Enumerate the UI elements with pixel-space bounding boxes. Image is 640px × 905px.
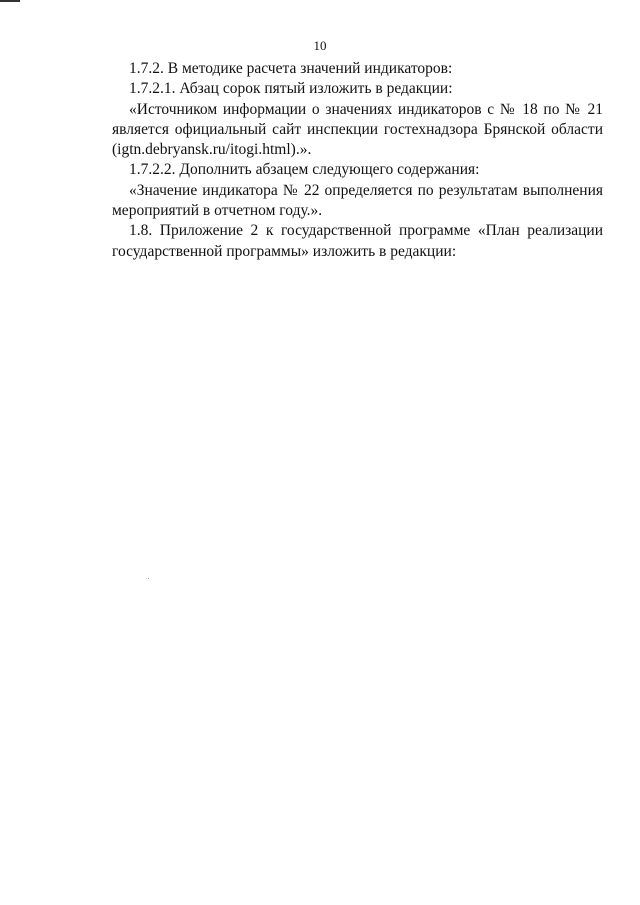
paragraph-1-7-2-1: 1.7.2.1. Абзац сорок пятый изложить в редакции: bbox=[129, 80, 453, 98]
paragraph-1-8: 1.8. Приложение 2 к государственной программе «План реализации государственной программы» изложить в редакции: bbox=[112, 222, 603, 260]
paragraph-1-7-2: 1.7.2. В методике расчета значений индикаторов: bbox=[129, 60, 453, 77]
quoted-paragraph-indicator-22: «Значение индикатора № 22 определяется по результатам выполнения мероприятий в отчетном году.». bbox=[112, 181, 603, 220]
document-body bbox=[112, 59, 603, 262]
scan-corner-mark bbox=[0, 0, 20, 2]
scan-speck bbox=[148, 578, 149, 579]
quoted-paragraph-info-source: «Источником информации о значениях индикаторов с № 18 по № 21 является официальный сайт инспекции гостехнадзора Брянской области (igtn.debryansk.ru/itogi.html).». bbox=[112, 100, 603, 159]
paragraph-1-7-2-2: 1.7.2.2. Дополнить абзацем следующего содержания: bbox=[129, 161, 480, 179]
page-number: 10 bbox=[313, 38, 327, 53]
